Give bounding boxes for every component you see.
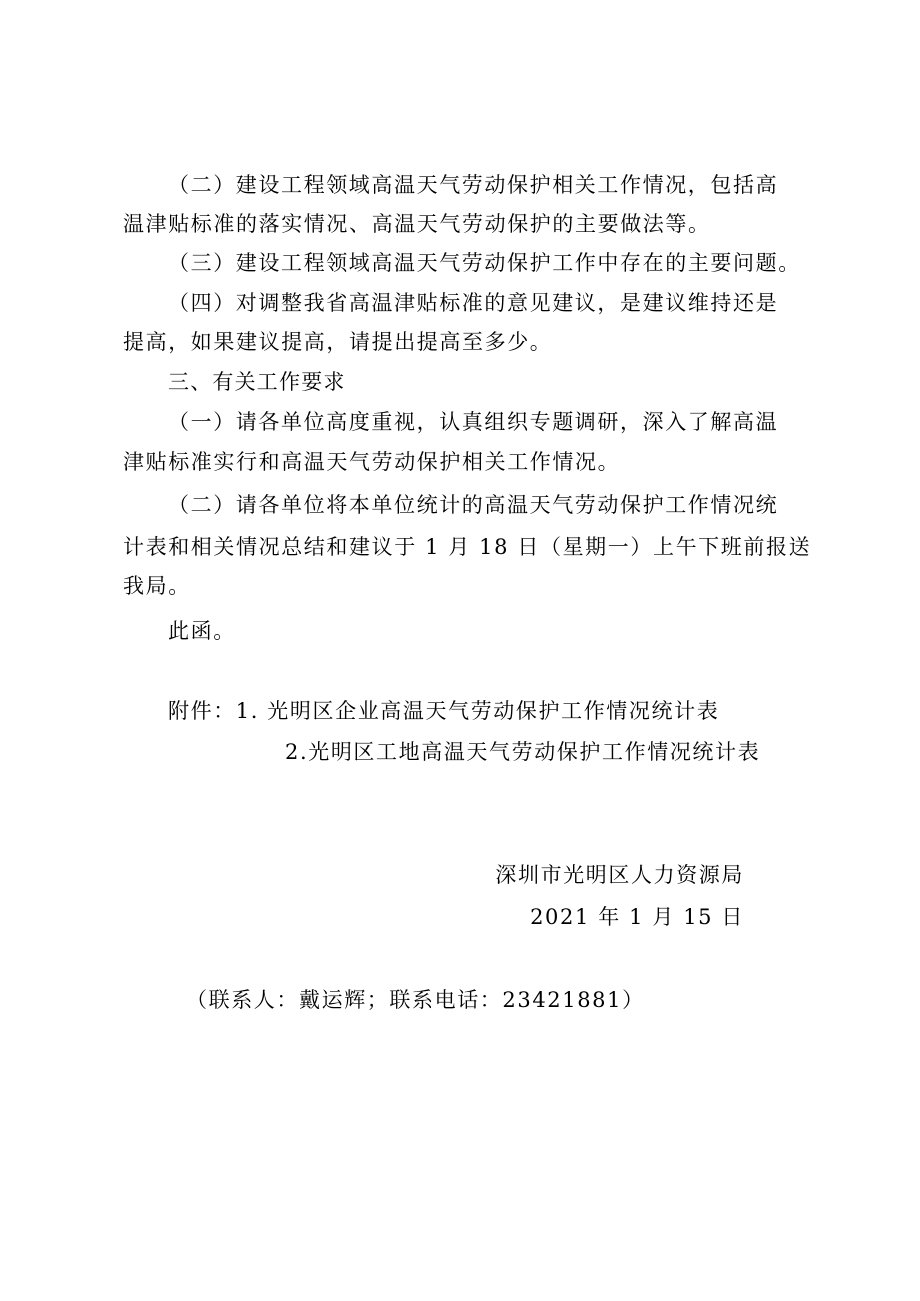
contact-line: （联系人：戴运辉；联系电话：23421881）	[186, 988, 645, 1012]
signature-date: 2021 年 1 月 15 日	[530, 905, 744, 929]
item3-line1: （三）建设工程领域高温天气劳动保护工作中存在的主要问题。	[168, 251, 801, 275]
item4-line2: 提高，如果建议提高，请提出提高至多少。	[123, 330, 553, 354]
section-heading-3: 三、有关工作要求	[168, 370, 346, 394]
closing-line: 此函。	[168, 619, 236, 643]
attachment-line-1: 附件：1. 光明区企业高温天气劳动保护工作情况统计表	[168, 699, 720, 723]
req2-line1: （二）请各单位将本单位统计的高温天气劳动保护工作情况统	[168, 493, 779, 517]
req2-line3: 我局。	[123, 574, 191, 598]
req1-line2: 津贴标准实行和高温天气劳动保护相关工作情况。	[123, 450, 621, 474]
attachment-line-2: 2.光明区工地高温天气劳动保护工作情况统计表	[285, 740, 761, 764]
signature-org: 深圳市光明区人力资源局	[495, 863, 744, 887]
req1-line1: （一）请各单位高度重视，认真组织专题调研，深入了解高温	[168, 410, 779, 434]
req2-line2: 计表和相关情况总结和建议于 1 月 18 日（星期一）上午下班前报送	[123, 535, 812, 559]
item2-line2: 温津贴标准的落实情况、高温天气劳动保护的主要做法等。	[123, 212, 711, 236]
item4-line1: （四）对调整我省高温津贴标准的意见建议，是建议维持还是	[168, 291, 779, 315]
item2-line1: （二）建设工程领域高温天气劳动保护相关工作情况，包括高	[168, 173, 779, 197]
